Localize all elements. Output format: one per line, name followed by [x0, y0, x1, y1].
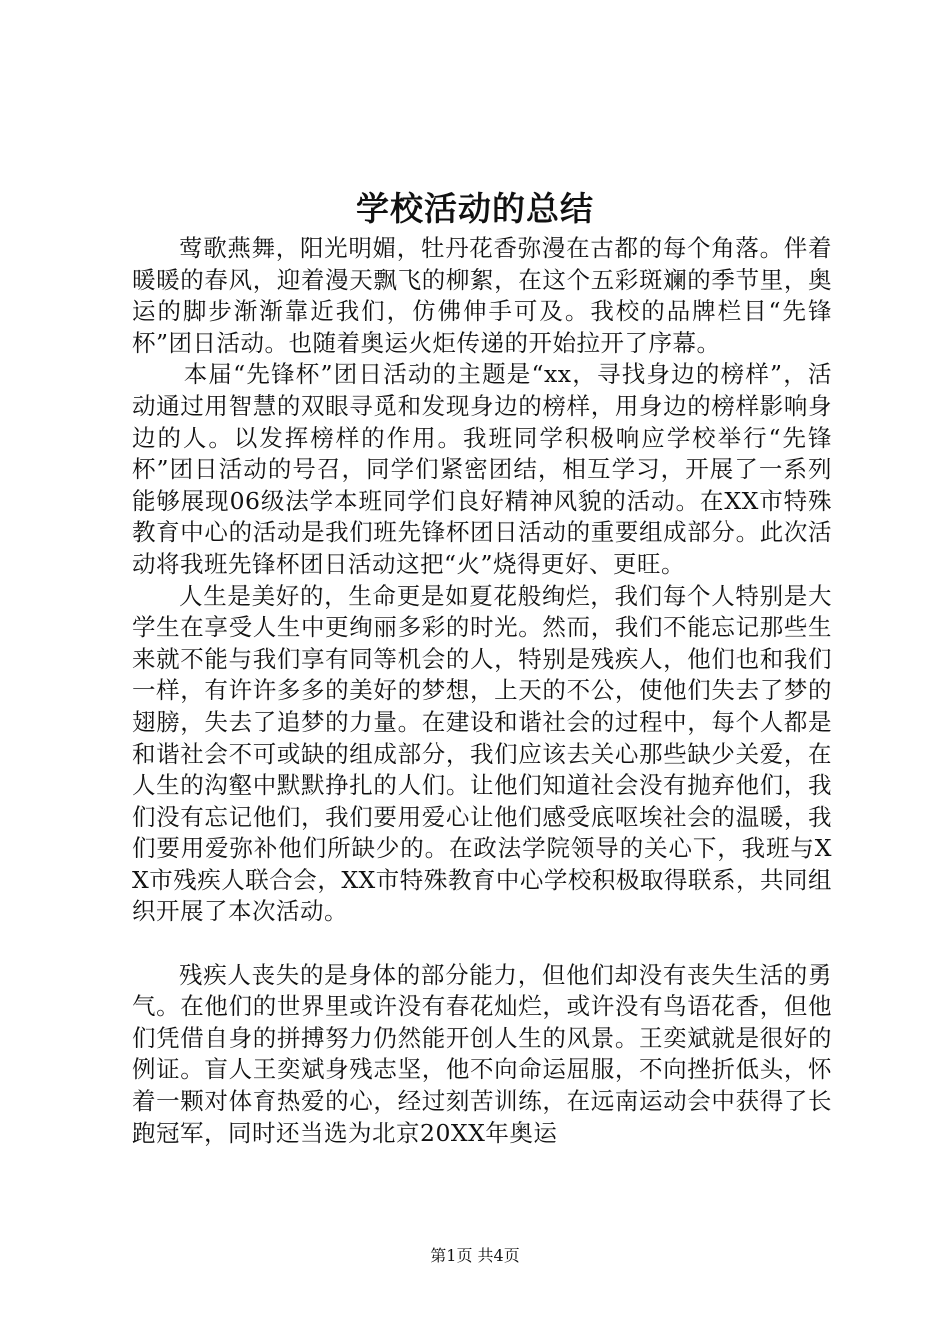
- document-body: [132, 233, 832, 1149]
- document-title: 学校活动的总结: [356, 189, 594, 228]
- paragraph-care-for-disabled: 人生是美好的，生命更是如夏花般绚烂，我们每个人特别是大学生在享受人生中更绚丽多彩的时光。然而，我们不能忘记那些生来就不能与我们享有同等机会的人，特别是残疾人，他们也和我们一样，有许许多多的美好的梦想，上天的不公，使他们失去了梦的翅膀，失去了追梦的力量。在建设和谐社会的过程中，每个人都是和谐社会不可或缺的组成部分，我们应该去关心那些缺少关爱，在人生的沟壑中默默挣扎的人们。让他们知道社会没有抛弃他们，我们没有忘记他们，我们要用爱心让他们感受底呕埃社会的温暖，我们要用爱弥补他们所缺少的。在政法学院领导的关心下，我班与XX市残疾人联合会，XX市特殊教育中心学校积极取得联系，共同组织开展了本次活动。: [132, 581, 832, 926]
- page-number-footer: 第1页 共4页: [430, 1246, 520, 1265]
- paragraph-intro: 莺歌燕舞，阳光明媚，牡丹花香弥漫在古都的每个角落。伴着暖暖的春风，迎着漫天飘飞的柳絮，在这个五彩斑斓的季节里，奥运的脚步渐渐靠近我们，仿佛伸手可及。我校的品牌栏目“先锋杯”团日活动。也随着奥运火炬传递的开始拉开了序幕。: [132, 234, 832, 357]
- paragraph-activity-theme: 本届“先锋杯”团日活动的主题是“xx，寻找身边的榜样”，活动通过用智慧的双眼寻觅和发现身边的榜样，用身边的榜样影响身边的人。以发挥榜样的作用。我班同学积极响应学校举行“先锋杯”团日活动的号召，同学们紧密团结，相互学习，开展了一系列能够展现06级法学本班同学们良好精神风貌的活动。在XX市特殊教育中心的活动是我们班先锋杯团日活动的重要组成部分。此次活动将我班先锋杯团日活动这把“火”烧得更好、更旺。: [132, 360, 832, 578]
- paragraph-role-model: 残疾人丧失的是身体的部分能力，但他们却没有丧失生活的勇气。在他们的世界里或许没有春花灿烂，或许没有鸟语花香，但他们凭借自身的拼搏努力仍然能开创人生的风景。王奕斌就是很好的例证。盲人王奕斌身残志坚，他不向命运屈服，不向挫折低头，怀着一颗对体育热爱的心，经过刻苦训练，在远南运动会中获得了长跑冠军，同时还当选为北京20XX年奥运: [132, 960, 832, 1147]
